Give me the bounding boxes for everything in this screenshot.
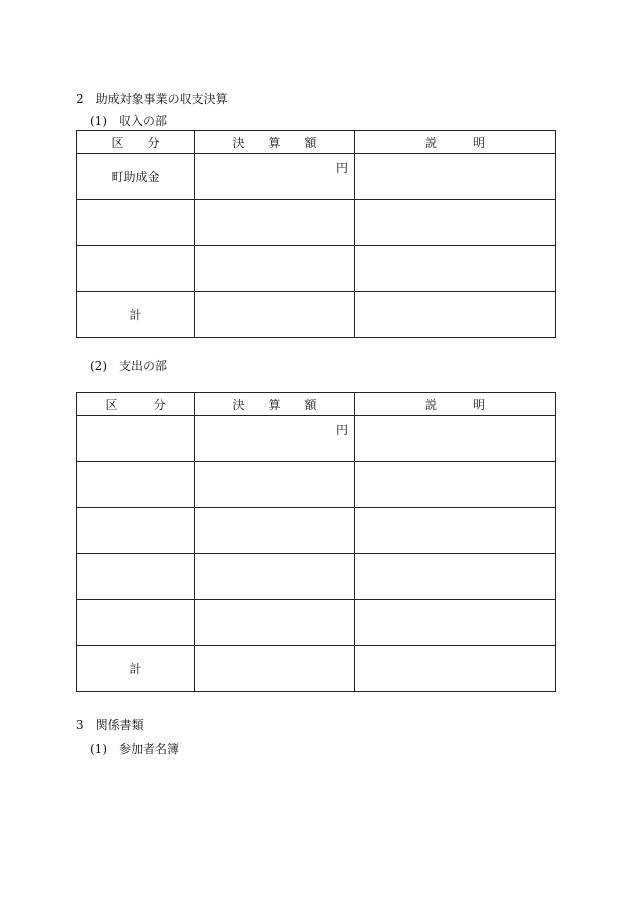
yen-unit: 円 (335, 161, 348, 175)
header-note: 説 明 (355, 131, 556, 154)
expense-table (76, 392, 556, 692)
category-cell (77, 416, 195, 462)
amount-cell (195, 292, 355, 338)
note-cell (355, 246, 556, 292)
expense-header-row (77, 393, 556, 416)
income-header-row (77, 131, 556, 154)
table-row (77, 508, 556, 554)
category-cell (77, 246, 195, 292)
category-cell (77, 462, 195, 508)
table-row (77, 200, 556, 246)
header-note: 説 明 (355, 393, 556, 416)
table-row (77, 462, 556, 508)
section2-heading: 2 助成対象事業の収支決算 (76, 92, 228, 106)
amount-cell (195, 600, 355, 646)
amount-cell (195, 508, 355, 554)
amount-cell (195, 246, 355, 292)
table-row (77, 246, 556, 292)
header-category: 区 分 (77, 131, 195, 154)
amount-cell (195, 554, 355, 600)
note-cell (355, 600, 556, 646)
category-cell (77, 600, 195, 646)
category-cell (77, 200, 195, 246)
table-row-total (77, 646, 556, 692)
category-cell: 計 (77, 292, 195, 338)
income-subheading: (1) 収入の部 (90, 114, 167, 128)
amount-cell (195, 154, 355, 200)
note-cell (355, 554, 556, 600)
category-cell: 計 (77, 646, 195, 692)
table-row (77, 554, 556, 600)
header-amount: 決 算 額 (195, 393, 355, 416)
amount-cell (195, 416, 355, 462)
note-cell (355, 462, 556, 508)
yen-unit: 円 (335, 423, 348, 437)
table-row (77, 154, 556, 200)
amount-cell (195, 462, 355, 508)
section3-item1: (1) 参加者名簿 (90, 742, 179, 756)
table-row-total (77, 292, 556, 338)
amount-cell (195, 646, 355, 692)
note-cell (355, 154, 556, 200)
category-cell: 町助成金 (77, 154, 195, 200)
note-cell (355, 416, 556, 462)
category-cell (77, 508, 195, 554)
header-category: 区 分 (77, 393, 195, 416)
section3-heading: 3 関係書類 (76, 718, 144, 732)
expense-subheading: (2) 支出の部 (90, 359, 167, 373)
note-cell (355, 646, 556, 692)
amount-cell (195, 200, 355, 246)
table-row (77, 600, 556, 646)
note-cell (355, 508, 556, 554)
table-row (77, 416, 556, 462)
category-cell (77, 554, 195, 600)
note-cell (355, 200, 556, 246)
header-amount: 決 算 額 (195, 131, 355, 154)
income-table (76, 130, 556, 338)
note-cell (355, 292, 556, 338)
